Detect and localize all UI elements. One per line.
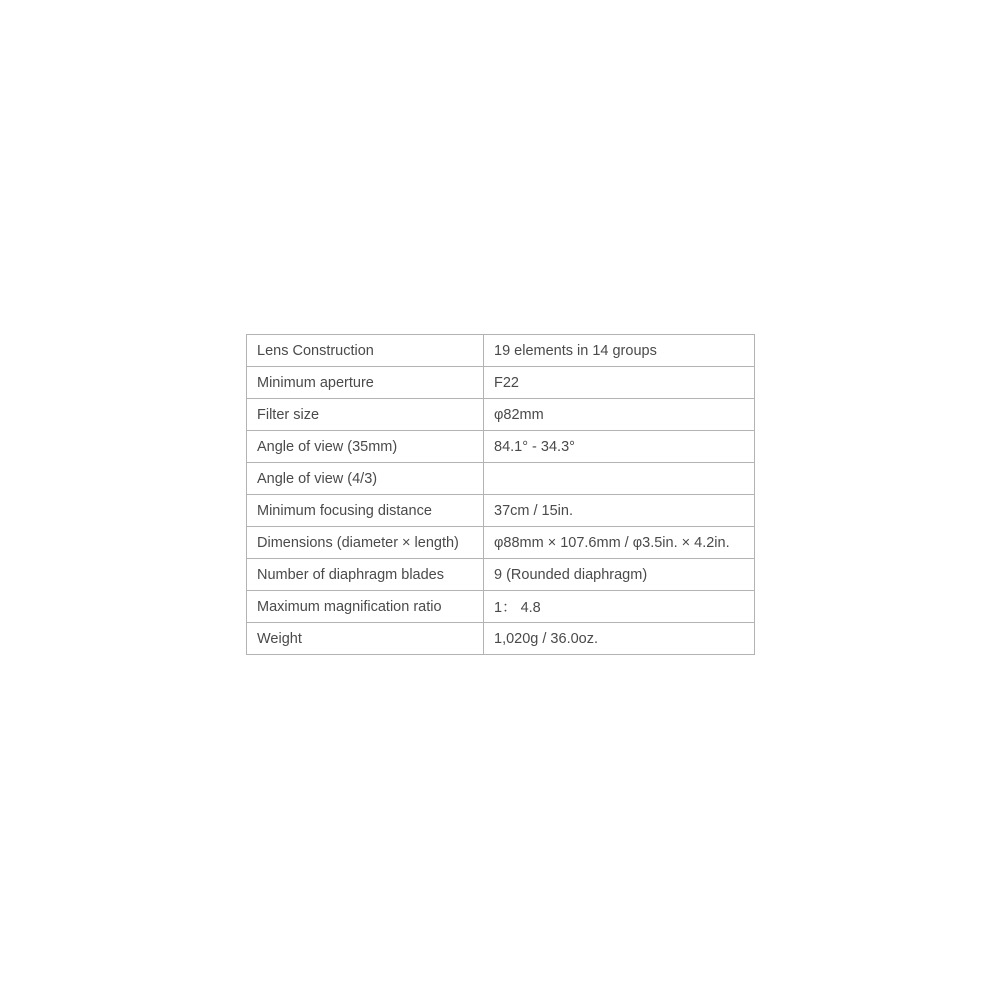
table-row <box>247 495 755 527</box>
table-row <box>247 591 755 623</box>
spec-label: Filter size <box>247 399 484 431</box>
table-row <box>247 335 755 367</box>
table-row <box>247 559 755 591</box>
spec-label: Angle of view (4/3) <box>247 463 484 495</box>
spec-table <box>246 334 755 655</box>
table-row <box>247 367 755 399</box>
table-row <box>247 431 755 463</box>
spec-value: F22 <box>484 367 755 399</box>
spec-label: Weight <box>247 623 484 655</box>
table-row <box>247 623 755 655</box>
spec-value: 19 elements in 14 groups <box>484 335 755 367</box>
spec-value: φ88mm × 107.6mm / φ3.5in. × 4.2in. <box>484 527 755 559</box>
spec-value: 1： 4.8 <box>484 591 755 623</box>
spec-label: Angle of view (35mm) <box>247 431 484 463</box>
spec-label: Minimum focusing distance <box>247 495 484 527</box>
spec-label: Maximum magnification ratio <box>247 591 484 623</box>
spec-value: 1,020g / 36.0oz. <box>484 623 755 655</box>
spec-table-body <box>247 335 755 655</box>
table-row <box>247 463 755 495</box>
spec-value: 84.1° - 34.3° <box>484 431 755 463</box>
spec-value: 9 (Rounded diaphragm) <box>484 559 755 591</box>
table-row <box>247 399 755 431</box>
spec-value <box>484 463 755 495</box>
spec-value: 37cm / 15in. <box>484 495 755 527</box>
table-row <box>247 527 755 559</box>
spec-label: Dimensions (diameter × length) <box>247 527 484 559</box>
spec-value: φ82mm <box>484 399 755 431</box>
spec-label: Minimum aperture <box>247 367 484 399</box>
spec-label: Number of diaphragm blades <box>247 559 484 591</box>
spec-label: Lens Construction <box>247 335 484 367</box>
